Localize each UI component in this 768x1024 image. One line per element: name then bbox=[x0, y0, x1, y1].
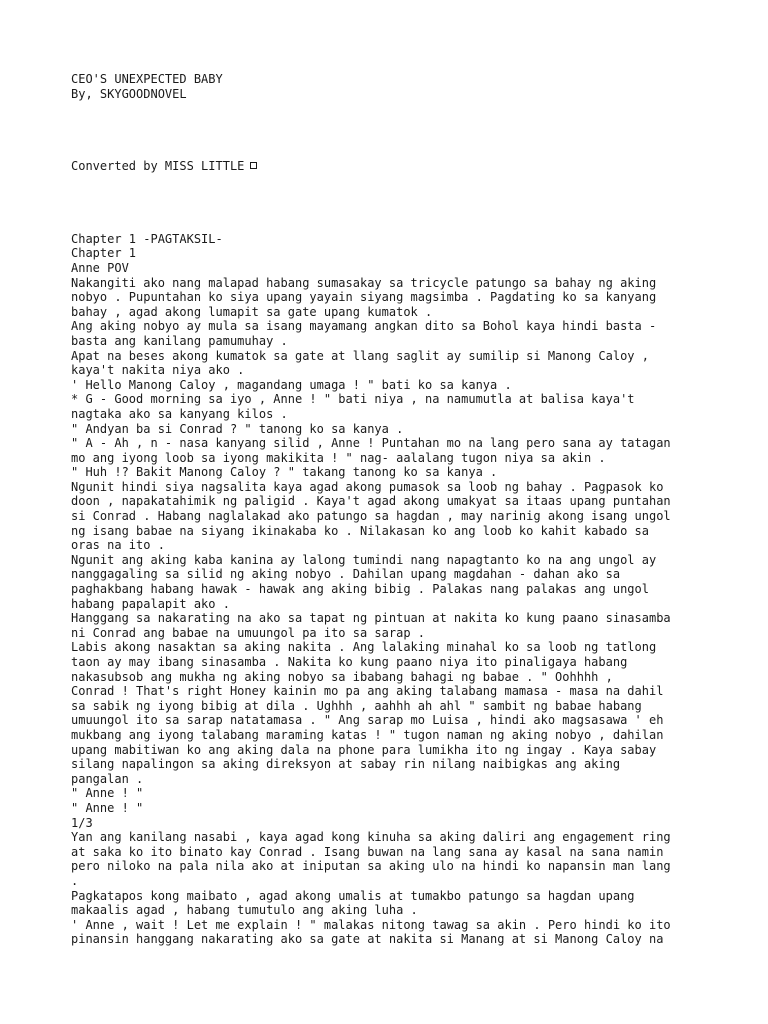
text-line: . bbox=[71, 873, 79, 888]
text-line: * G - Good morning sa iyo , Anne ! " bati niya , na namumutla at balisa kaya't bbox=[71, 392, 635, 407]
text-line: ni Conrad ang babae na umuungol pa ito sa sarap . bbox=[71, 625, 426, 640]
document-header bbox=[71, 72, 711, 101]
text-line: " A - Ah , n - nasa kanyang silid , Anne ! Puntahan mo na lang pero sana ay tatagan bbox=[71, 436, 671, 451]
text-line: " Andyan ba si Conrad ? " tanong ko sa kanya . bbox=[71, 421, 404, 436]
text-line: " Anne ! " bbox=[71, 800, 144, 815]
text-line: nobyo . Pupuntahan ko siya upang yayain siyang magsimba . Pagdating ko sa kanyang bbox=[71, 290, 657, 305]
text-line: mo ang iyong loob sa iyong makikita ! " nag- aalalang tugon niya sa akin . bbox=[71, 450, 606, 465]
text-line: oras na ito . bbox=[71, 538, 165, 553]
spacer bbox=[71, 174, 711, 232]
text-line: Chapter 1 bbox=[71, 246, 137, 261]
text-line: mukbang ang iyong talabang maraming katas ! " tugon naman ng aking nobyo , dahilan bbox=[71, 727, 664, 742]
square-glyph-icon bbox=[250, 162, 257, 169]
text-line: Labis akong nasaktan sa aking nakita . Ang lalaking minahal ko sa loob ng tatlong bbox=[71, 640, 657, 655]
text-line: nanggagaling sa silid ng aking nobyo . Dahilan upang magdahan - dahan ako sa bbox=[71, 567, 621, 582]
spacer bbox=[71, 101, 711, 159]
text-line: Chapter 1 -PAGTAKSIL- bbox=[71, 231, 223, 246]
text-line: basta ang kanilang pamumuhay . bbox=[71, 333, 288, 348]
text-line: Ang aking nobyo ay mula sa isang mayamang angkan dito sa Bohol kaya hindi basta - bbox=[71, 319, 657, 334]
text-line: Conrad ! That's right Honey kainin mo pa ang aking talabang mamasa - masa na dahil bbox=[71, 684, 664, 699]
converter-credit-text: Converted by MISS LITTLE bbox=[71, 159, 245, 174]
text-line: pero niloko na pala nila ako at iniputan sa aking ulo na hindi ko napansin man lang bbox=[71, 859, 671, 874]
book-author: By, SKYGOODNOVEL bbox=[71, 86, 187, 101]
converter-credit bbox=[71, 159, 711, 174]
text-line: Apat na beses akong kumatok sa gate at llang saglit ay sumilip si Manong Caloy , bbox=[71, 348, 649, 363]
text-line: " Huh !? Bakit Manong Caloy ? " takang tanong ko sa kanya . bbox=[71, 465, 498, 480]
chapter-body bbox=[71, 232, 711, 947]
text-line: taon ay may ibang sinasamba . Nakita ko kung paano niya ito pinaligaya habang bbox=[71, 655, 628, 669]
text-line: ' Anne , wait ! Let me explain ! " malakas nitong tawag sa akin . Pero hindi ko ito bbox=[71, 917, 671, 932]
text-line: kaya't nakita niya ako . bbox=[71, 363, 245, 378]
text-line: " Anne ! " bbox=[71, 786, 144, 801]
text-line: Ngunit hindi siya nagsalita kaya agad akong pumasok sa loob ng bahay . Pagpasok ko bbox=[71, 479, 664, 494]
text-line: at saka ko ito binato kay Conrad . Isang buwan na lang sana ay kasal na sana namin bbox=[71, 844, 664, 859]
text-line: bahay , agad akong lumapit sa gate upang kumatok . bbox=[71, 304, 433, 319]
text-line: makaalis agad , habang tumutulo ang aking luha . bbox=[71, 903, 418, 918]
text-line: sa sabik ng iyong bibig at dila . Ughhh , aahhh ah ahl " sambit ng babae habang bbox=[71, 698, 642, 713]
text-line: doon , napakatahimik ng paligid . Kaya't agad akong umakyat sa itaas upang puntahan bbox=[71, 494, 671, 509]
text-line: nakasubsob ang mukha ng aking nobyo sa ibabang bahagi ng babae . " Oohhhh , bbox=[71, 669, 613, 684]
text-line: 1/3 bbox=[71, 815, 93, 830]
text-line: Anne POV bbox=[71, 260, 129, 275]
document-page bbox=[71, 72, 711, 947]
text-line: nagtaka ako sa kanyang kilos . bbox=[71, 406, 288, 421]
text-line: Nakangiti ako nang malapad habang sumasakay sa tricycle patungo sa bahay ng aking bbox=[71, 275, 657, 290]
text-line: Hanggang sa nakarating na ako sa tapat ng pintuan at nakita ko kung paano sinasamba bbox=[71, 611, 671, 626]
text-line: paghakbang habang hawak - hawak ang aking bibig . Palakas nang palakas ang ungol bbox=[71, 582, 649, 597]
text-line: umuungol ito sa sarap natatamasa . " Ang sarap mo Luisa , hindi ako magsasawa ' eh bbox=[71, 713, 664, 728]
text-line: Pagkatapos kong maibato , agad akong umalis at tumakbo patungo sa hagdan upang bbox=[71, 888, 635, 903]
book-title: CEO'S UNEXPECTED BABY bbox=[71, 72, 223, 86]
text-line: si Conrad . Habang naglalakad ako patungo sa hagdan , may narinig akong isang ungol bbox=[71, 509, 671, 524]
text-line: Ngunit ang aking kaba kanina ay lalong tumindi nang napagtanto ko na ang ungol ay bbox=[71, 552, 657, 567]
text-line: Yan ang kanilang nasabi , kaya agad kong kinuha sa aking daliri ang engagement ring bbox=[71, 830, 671, 845]
text-line: upang mabitiwan ko ang aking dala na phone para lumikha ito ng ingay . Kaya sabay bbox=[71, 742, 657, 757]
text-line: habang papalapit ako . bbox=[71, 596, 230, 611]
text-line: pangalan . bbox=[71, 771, 144, 786]
text-line: ng isang babae na siyang ikinakaba ko . Nilakasan ko ang loob ko kahit kabado sa bbox=[71, 523, 649, 538]
text-line: ' Hello Manong Caloy , magandang umaga ! " bati ko sa kanya . bbox=[71, 377, 512, 392]
text-line: pinansin hanggang nakarating ako sa gate at nakita si Manang at si Manong Caloy na bbox=[71, 932, 664, 947]
text-line: silang napalingon sa aking direksyon at sabay rin nilang naibigkas ang aking bbox=[71, 757, 621, 772]
